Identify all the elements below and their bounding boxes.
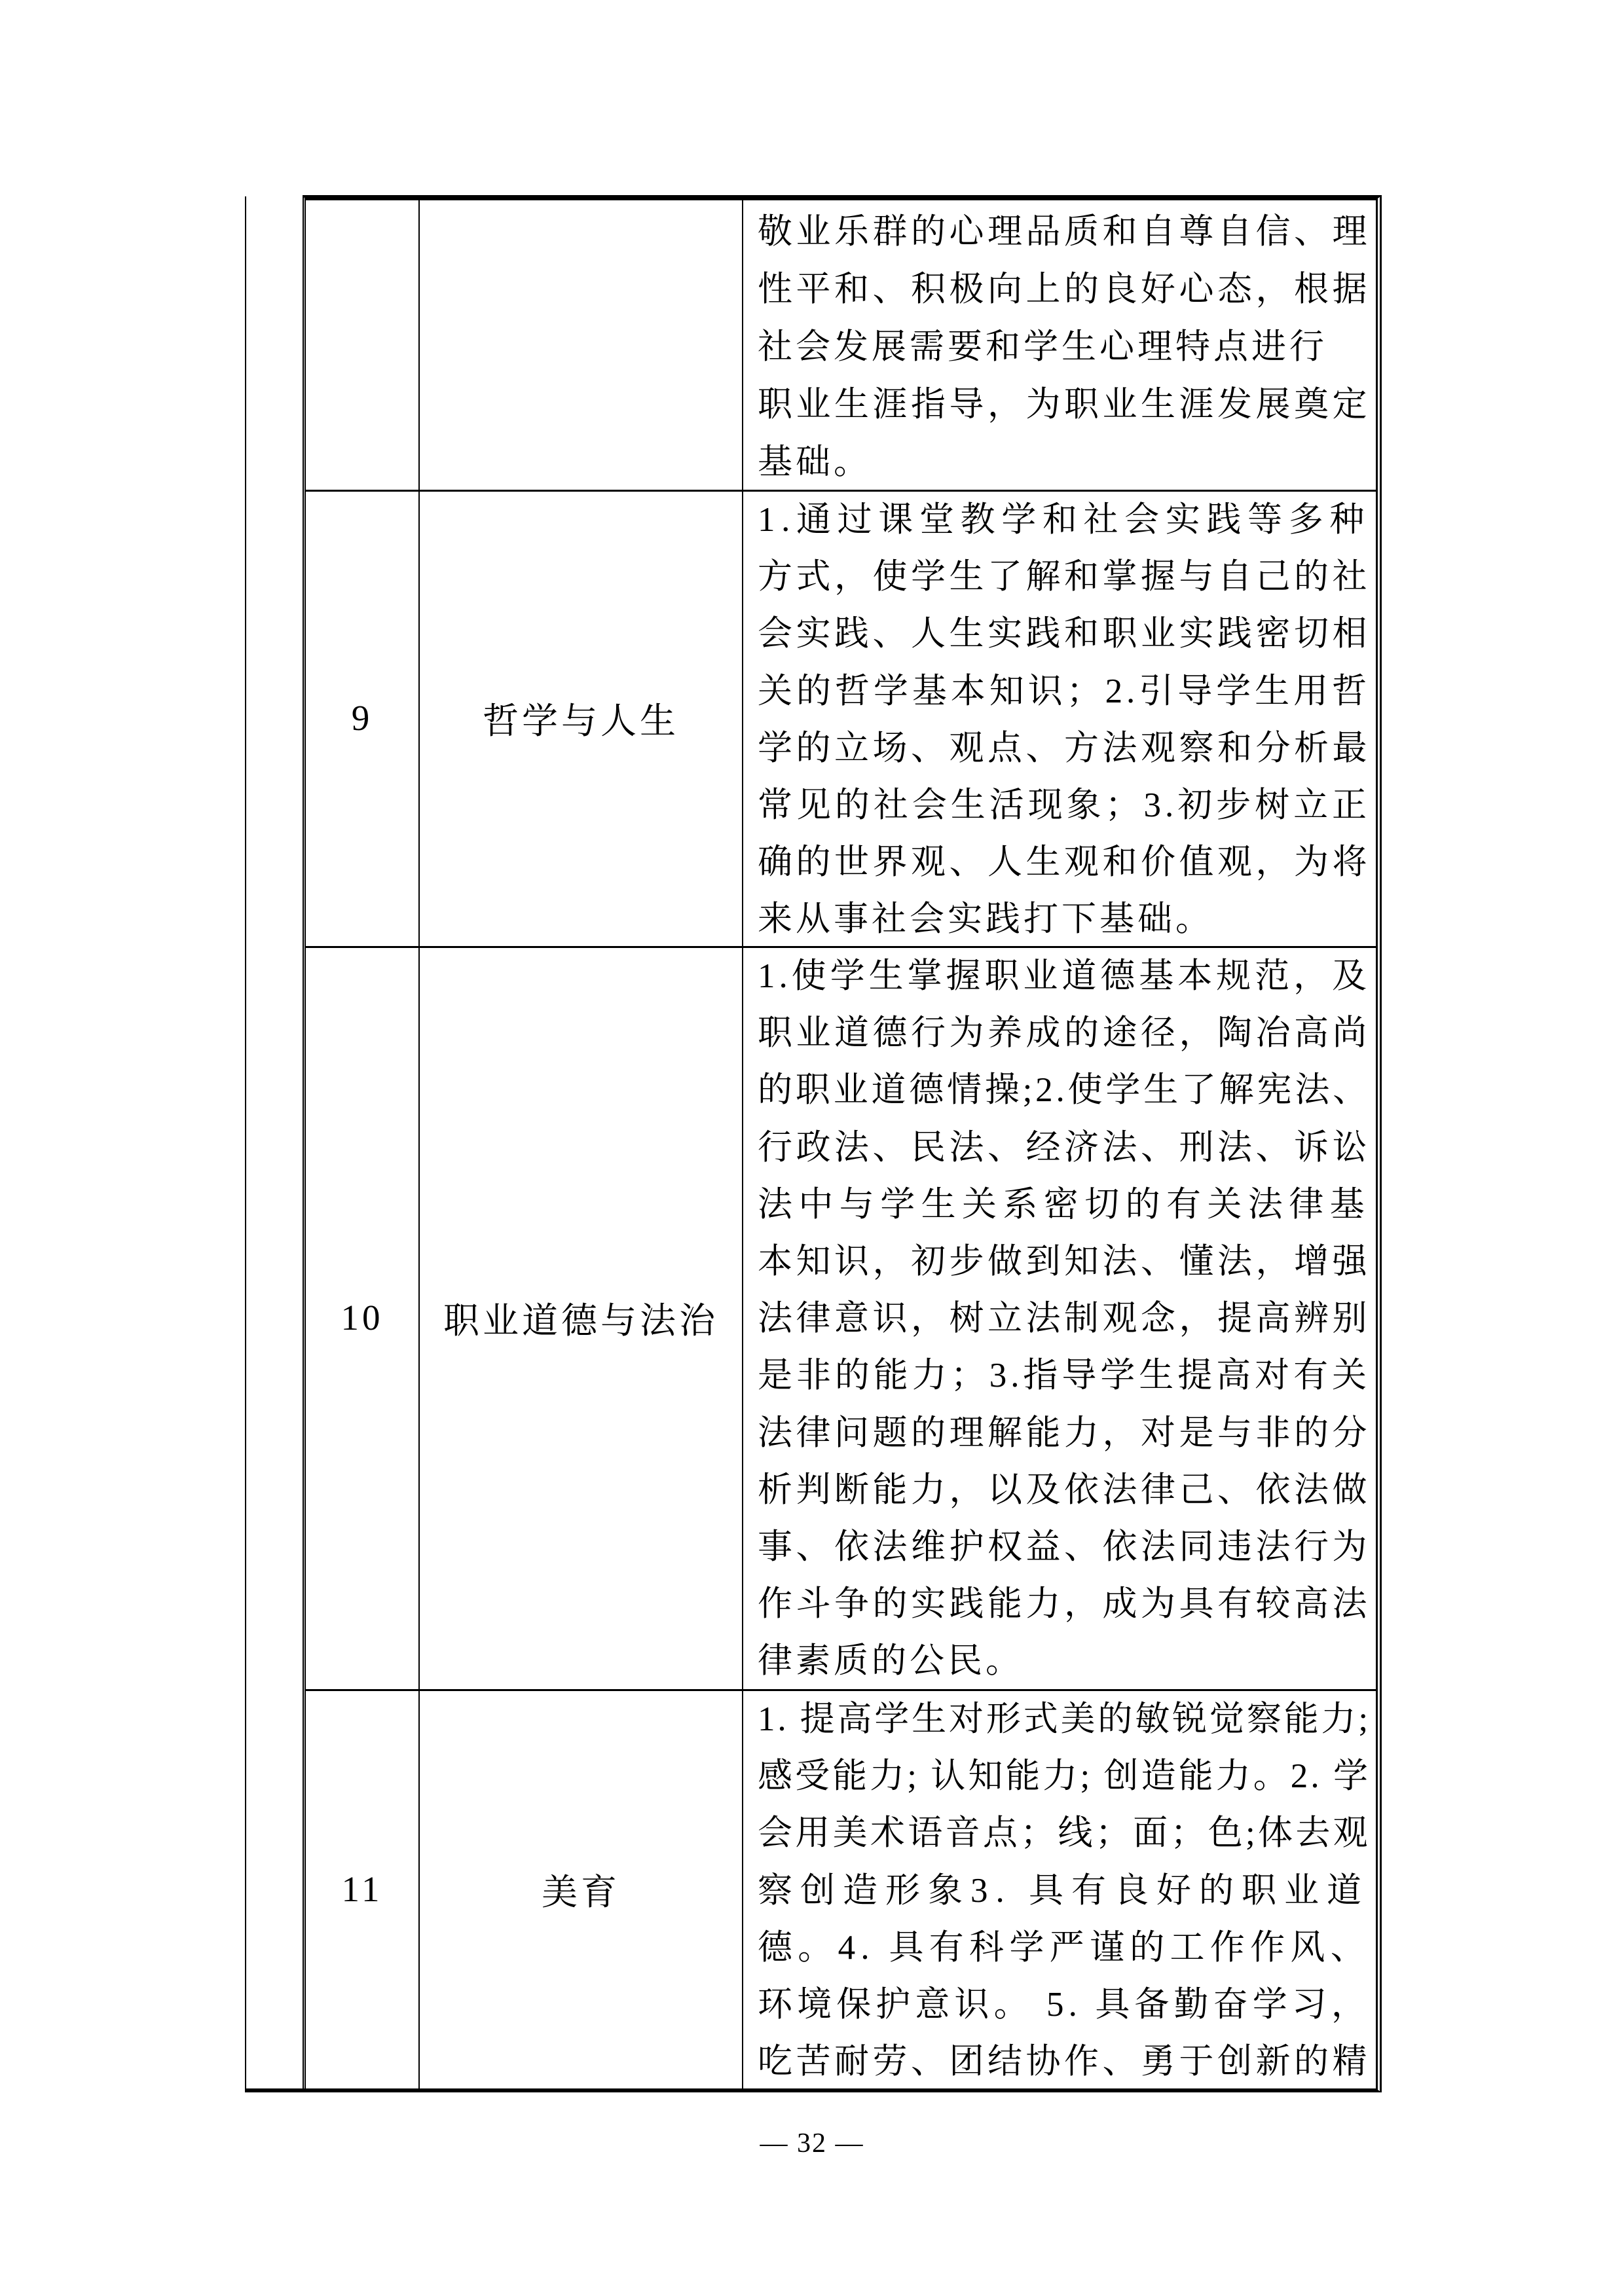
text-line: 法中与学生关系密切的有关法律基 [758, 1185, 1371, 1224]
course-name-cell: 哲学与人生 [482, 701, 679, 741]
text-line: 基础。 [758, 443, 872, 481]
text-line: 职业生涯指导，为职业生涯发展奠定 [758, 386, 1371, 424]
text-line: 本知识，初步做到知法、懂法，增强 [758, 1243, 1371, 1281]
text-line: 行政法、民法、经济法、刑法、诉讼 [758, 1128, 1371, 1167]
text-line: 敬业乐群的心理品质和自尊自信、理 [758, 213, 1371, 251]
text-line: 1. 提高学生对形式美的敏锐觉察能力; [758, 1700, 1371, 1738]
text-line: 律素质的公民。 [758, 1642, 1024, 1681]
text-line: 1.通过课堂教学和社会实践等多种 [758, 501, 1371, 539]
text-line: 析判断能力，以及依法律己、依法做 [758, 1470, 1371, 1509]
text-line: 感受能力; 认知能力; 创造能力。2. 学 [758, 1757, 1371, 1796]
table-bottom-cut-line [245, 2088, 307, 2092]
course-name-cell: 职业道德与法治 [443, 1301, 718, 1341]
course-name-cell: 美育 [541, 1872, 620, 1912]
course-goal-cell [743, 948, 1376, 1689]
text-line: 法律问题的理解能力，对是与非的分 [758, 1413, 1371, 1452]
text-line: 环境保护意识。 5. 具备勤奋学习， [758, 1986, 1371, 2024]
text-line: 吃苦耐劳、团结协作、勇于创新的精 [758, 2043, 1371, 2081]
text-line: 事、依法维护权益、依法同违法行为 [758, 1528, 1371, 1567]
row-number-cell: 9 [351, 698, 373, 738]
text-line: 是非的能力；3.指导学生提高对有关 [758, 1357, 1371, 1395]
text-line: 1.使学生掌握职业道德基本规范，及 [758, 957, 1371, 995]
text-line: 会实践、人生实践和职业实践密切相 [758, 615, 1371, 653]
outer-left-border-line [245, 196, 246, 2090]
text-line: 确的世界观、人生观和价值观，为将 [758, 843, 1371, 882]
text-line: 性平和、积极向上的良好心态，根据 [758, 270, 1371, 308]
row-number-cell [306, 202, 418, 488]
row-number-cell: 10 [341, 1298, 384, 1338]
text-line: 的职业道德情操;2.使学生了解宪法、 [758, 1071, 1371, 1110]
text-line: 常见的社会生活现象；3.初步树立正 [758, 786, 1371, 825]
text-line: 德。4. 具有科学严谨的工作作风、 [758, 1928, 1371, 1967]
text-line: 职业道德行为养成的途径，陶冶高尚 [758, 1014, 1371, 1053]
course-goal-cell [743, 203, 1376, 490]
text-line: 作斗争的实践能力，成为具有较高法 [758, 1585, 1371, 1624]
text-line: 会用美术语音点；线；面；色;体去观 [758, 1814, 1371, 1853]
course-goal-cell [743, 492, 1376, 946]
text-line: 社会发展需要和学生心理特点进行 [758, 328, 1327, 366]
text-line: 察创造形象3. 具有良好的职业道 [758, 1871, 1369, 1910]
course-name-cell [420, 202, 742, 488]
page-number: — 32 — [760, 2128, 864, 2159]
text-line: 法律意识，树立法制观念，提高辨别 [758, 1300, 1371, 1338]
text-line: 来从事社会实践打下基础。 [758, 900, 1213, 939]
text-line: 方式，使学生了解和掌握与自己的社 [758, 558, 1371, 596]
text-line: 学的立场、观点、方法观察和分析最 [758, 729, 1371, 767]
text-line: 关的哲学基本知识；2.引导学生用哲 [758, 672, 1371, 710]
row-number-cell: 11 [341, 1868, 383, 1909]
course-goal-cell [743, 1691, 1376, 2087]
